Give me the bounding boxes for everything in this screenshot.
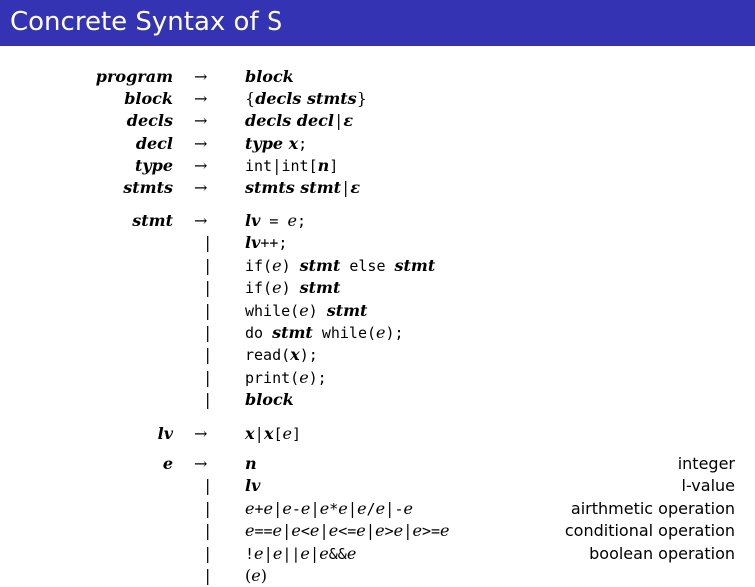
terminal: == xyxy=(254,522,273,541)
rule-rhs xyxy=(245,210,306,232)
rule-e-alt-1 xyxy=(0,475,755,497)
derives-arrow: → xyxy=(194,156,208,175)
terminal: - xyxy=(291,499,301,518)
rule-stmt-alt-5 xyxy=(0,322,755,344)
terminal: else xyxy=(340,256,395,275)
terminal: read( xyxy=(245,346,291,365)
metavar: e xyxy=(319,543,329,563)
terminal: ); xyxy=(308,368,327,387)
terminal: if( xyxy=(245,256,273,275)
rule-annotation: conditional operation xyxy=(564,521,735,541)
alt-separator: | xyxy=(284,521,290,541)
title-prefix: Concrete Syntax of xyxy=(10,7,267,37)
rule-lhs: block xyxy=(124,89,173,108)
terminal: && xyxy=(328,544,347,563)
alternative-bar: | xyxy=(205,476,211,496)
rule-stmt-alt-2 xyxy=(0,255,755,277)
terminal: * xyxy=(329,499,339,518)
metavar: e xyxy=(393,521,404,541)
terminal: ] xyxy=(329,157,339,175)
alternative-bar: | xyxy=(205,566,211,585)
rule-stmts xyxy=(0,177,755,199)
derives-arrow: → xyxy=(194,211,208,230)
rule-lhs: program xyxy=(95,67,173,86)
rule-annotation: boolean operation xyxy=(589,543,735,563)
title-bar xyxy=(0,0,755,46)
alternative-bar: | xyxy=(205,543,211,563)
metavar: e xyxy=(272,255,282,275)
terminal: int[ xyxy=(281,157,318,175)
symbol: ) xyxy=(260,566,267,585)
nonterminal: x xyxy=(263,424,274,443)
metavar: e xyxy=(375,521,385,541)
terminal: ) xyxy=(281,256,300,275)
nonterminal: block xyxy=(245,67,294,86)
terminal: ! xyxy=(245,544,255,563)
terminal: ) xyxy=(308,301,327,320)
terminal: do xyxy=(245,324,273,342)
metavar: e xyxy=(300,498,311,518)
rule-stmt-alt-3 xyxy=(0,277,755,299)
nonterminal: stmt xyxy=(299,255,341,275)
rule-rhs xyxy=(245,88,367,110)
terminal: int xyxy=(245,157,273,175)
alternative-bar: | xyxy=(205,233,211,253)
nonterminal: stmts stmt xyxy=(245,178,342,197)
rule-rhs xyxy=(245,110,353,132)
derives-arrow: → xyxy=(194,454,208,473)
rule-program xyxy=(0,66,755,88)
terminal: ); xyxy=(299,346,318,365)
rule-lhs: stmt xyxy=(132,211,173,230)
rule-lhs: decls xyxy=(126,111,173,130)
rule-stmt-alt-4 xyxy=(0,300,755,322)
rule-rhs xyxy=(245,155,338,177)
terminal: [ xyxy=(273,425,283,443)
metavar: e xyxy=(245,521,255,541)
alt-separator: | xyxy=(405,521,411,541)
terminal: ; xyxy=(296,212,306,230)
terminal: ] xyxy=(291,425,302,443)
derives-arrow: → xyxy=(194,178,208,197)
symbol: } xyxy=(356,89,367,108)
rule-e-alt-3 xyxy=(0,520,755,542)
rule-rhs xyxy=(245,344,318,366)
metavar: e xyxy=(272,521,282,541)
metavar: e xyxy=(319,498,330,518)
rule-lhs: stmts xyxy=(123,178,173,197)
metavar: e xyxy=(338,498,348,518)
terminal: ++; xyxy=(260,234,288,253)
metavar: e xyxy=(412,521,422,541)
alternative-bar: | xyxy=(205,367,211,387)
symbol: ( xyxy=(245,566,252,585)
rule-stmt-alt-8 xyxy=(0,389,755,411)
rule-rhs xyxy=(245,520,450,542)
alternative-bar: | xyxy=(205,323,211,342)
metavar: e xyxy=(328,521,339,541)
nonterminal: stmt xyxy=(326,300,368,320)
rule-e-alt-5 xyxy=(0,565,755,587)
alt-separator: | xyxy=(367,521,374,541)
terminal: ; xyxy=(298,135,308,153)
alt-separator: | xyxy=(387,498,393,518)
alt-separator: | xyxy=(274,498,281,518)
terminal: <= xyxy=(338,522,357,541)
rule-annotation: l-value xyxy=(681,476,735,496)
alt-separator: | xyxy=(343,178,349,197)
rule-lv xyxy=(0,423,755,445)
rule-rhs xyxy=(245,232,287,254)
nonterminal: type x xyxy=(245,134,299,153)
alternative-bar: | xyxy=(205,390,211,410)
alternative-bar: | xyxy=(205,521,211,541)
metavar: e xyxy=(251,566,261,585)
nonterminal: lv xyxy=(245,211,261,230)
metavar: e xyxy=(346,543,357,563)
rule-annotation: airthmetic operation xyxy=(570,498,735,518)
nonterminal: n xyxy=(317,156,330,175)
metavar: e xyxy=(403,498,413,518)
terminal: if( xyxy=(245,279,273,298)
nonterminal: x xyxy=(290,345,300,365)
rule-rhs xyxy=(245,498,413,520)
nonterminal: decls decl xyxy=(245,111,334,130)
metavar: e xyxy=(375,498,386,518)
nonterminal: block xyxy=(245,390,294,410)
alt-separator: | xyxy=(274,156,280,175)
terminal: print( xyxy=(245,368,300,387)
alt-separator: | xyxy=(349,498,356,518)
rule-lhs: e xyxy=(162,454,173,473)
terminal: || xyxy=(282,544,301,563)
terminal: while( xyxy=(312,324,377,342)
rule-type xyxy=(0,155,755,177)
terminal: - xyxy=(394,499,404,518)
rule-e xyxy=(0,453,755,475)
nonterminal: x xyxy=(245,424,255,443)
nonterminal: ε xyxy=(343,111,354,130)
nonterminal: stmt xyxy=(394,255,436,275)
terminal: ); xyxy=(385,324,404,342)
alternative-bar: | xyxy=(205,255,211,275)
metavar: e xyxy=(299,300,309,320)
rule-rhs xyxy=(245,133,307,155)
metavar: e xyxy=(440,521,450,541)
rule-e-alt-4 xyxy=(0,543,755,565)
nonterminal: n xyxy=(245,454,257,473)
alternative-bar: | xyxy=(205,300,211,320)
rule-rhs xyxy=(245,367,327,389)
alt-separator: | xyxy=(335,111,342,130)
rule-rhs xyxy=(245,177,360,199)
metavar: e xyxy=(272,278,282,298)
metavar: e xyxy=(287,211,297,230)
alt-separator: | xyxy=(321,521,327,541)
rule-rhs xyxy=(245,565,267,587)
terminal: ) xyxy=(281,279,300,298)
nonterminal: stmt xyxy=(299,278,341,298)
alt-separator: | xyxy=(256,424,262,443)
metavar: e xyxy=(309,521,320,541)
rule-rhs xyxy=(245,543,356,565)
alt-separator: | xyxy=(311,543,318,563)
metavar: e xyxy=(357,498,367,518)
metavar: e xyxy=(291,521,301,541)
rule-e-alt-2 xyxy=(0,498,755,520)
alternative-bar: | xyxy=(205,345,211,365)
rule-decl xyxy=(0,133,755,155)
rule-decls xyxy=(0,110,755,132)
rule-rhs xyxy=(245,423,301,445)
derives-arrow: → xyxy=(194,134,208,153)
rule-lhs: decl xyxy=(135,134,173,153)
rule-stmt xyxy=(0,210,755,232)
alt-separator: | xyxy=(312,498,318,518)
terminal: < xyxy=(300,522,310,541)
rule-annotation: integer xyxy=(677,454,735,473)
metavar: e xyxy=(376,323,386,342)
metavar: e xyxy=(254,543,264,563)
metavar: e xyxy=(272,543,283,563)
rule-rhs xyxy=(245,66,294,88)
metavar: e xyxy=(299,367,309,387)
derives-arrow: → xyxy=(194,67,208,86)
terminal: while( xyxy=(245,301,300,320)
slide-title xyxy=(10,4,283,40)
derives-arrow: → xyxy=(194,111,208,130)
derives-arrow: → xyxy=(194,424,208,443)
terminal: > xyxy=(384,522,394,541)
nonterminal: lv xyxy=(245,233,261,253)
derives-arrow: → xyxy=(194,89,208,108)
rule-block xyxy=(0,88,755,110)
metavar: e xyxy=(300,543,310,563)
rule-stmt-alt-7 xyxy=(0,367,755,389)
nonterminal: ε xyxy=(350,178,361,197)
terminal: + xyxy=(254,499,264,518)
alt-separator: | xyxy=(265,543,271,563)
terminal: >= xyxy=(421,522,441,541)
terminal: = xyxy=(260,212,288,230)
rule-stmt-alt-1 xyxy=(0,232,755,254)
rule-rhs xyxy=(245,475,260,497)
symbol: { xyxy=(245,89,256,108)
rule-lhs: lv xyxy=(157,424,173,443)
nonterminal: decls stmts xyxy=(255,89,357,108)
metavar: e xyxy=(356,521,366,541)
rule-rhs xyxy=(245,300,367,322)
metavar: e xyxy=(282,424,292,443)
metavar: e xyxy=(245,498,255,518)
rule-rhs xyxy=(245,453,257,475)
language-name: S xyxy=(266,7,283,37)
rule-rhs xyxy=(245,277,340,299)
metavar: e xyxy=(263,498,273,518)
rule-rhs xyxy=(245,322,404,344)
rule-rhs xyxy=(245,389,294,411)
alternative-bar: | xyxy=(205,278,211,298)
metavar: e xyxy=(282,498,292,518)
rule-stmt-alt-6 xyxy=(0,344,755,366)
nonterminal: lv xyxy=(245,476,261,496)
rule-rhs xyxy=(245,255,435,277)
alternative-bar: | xyxy=(205,498,211,518)
rule-lhs: type xyxy=(134,156,173,175)
nonterminal: stmt xyxy=(272,323,313,342)
terminal: / xyxy=(366,499,376,518)
